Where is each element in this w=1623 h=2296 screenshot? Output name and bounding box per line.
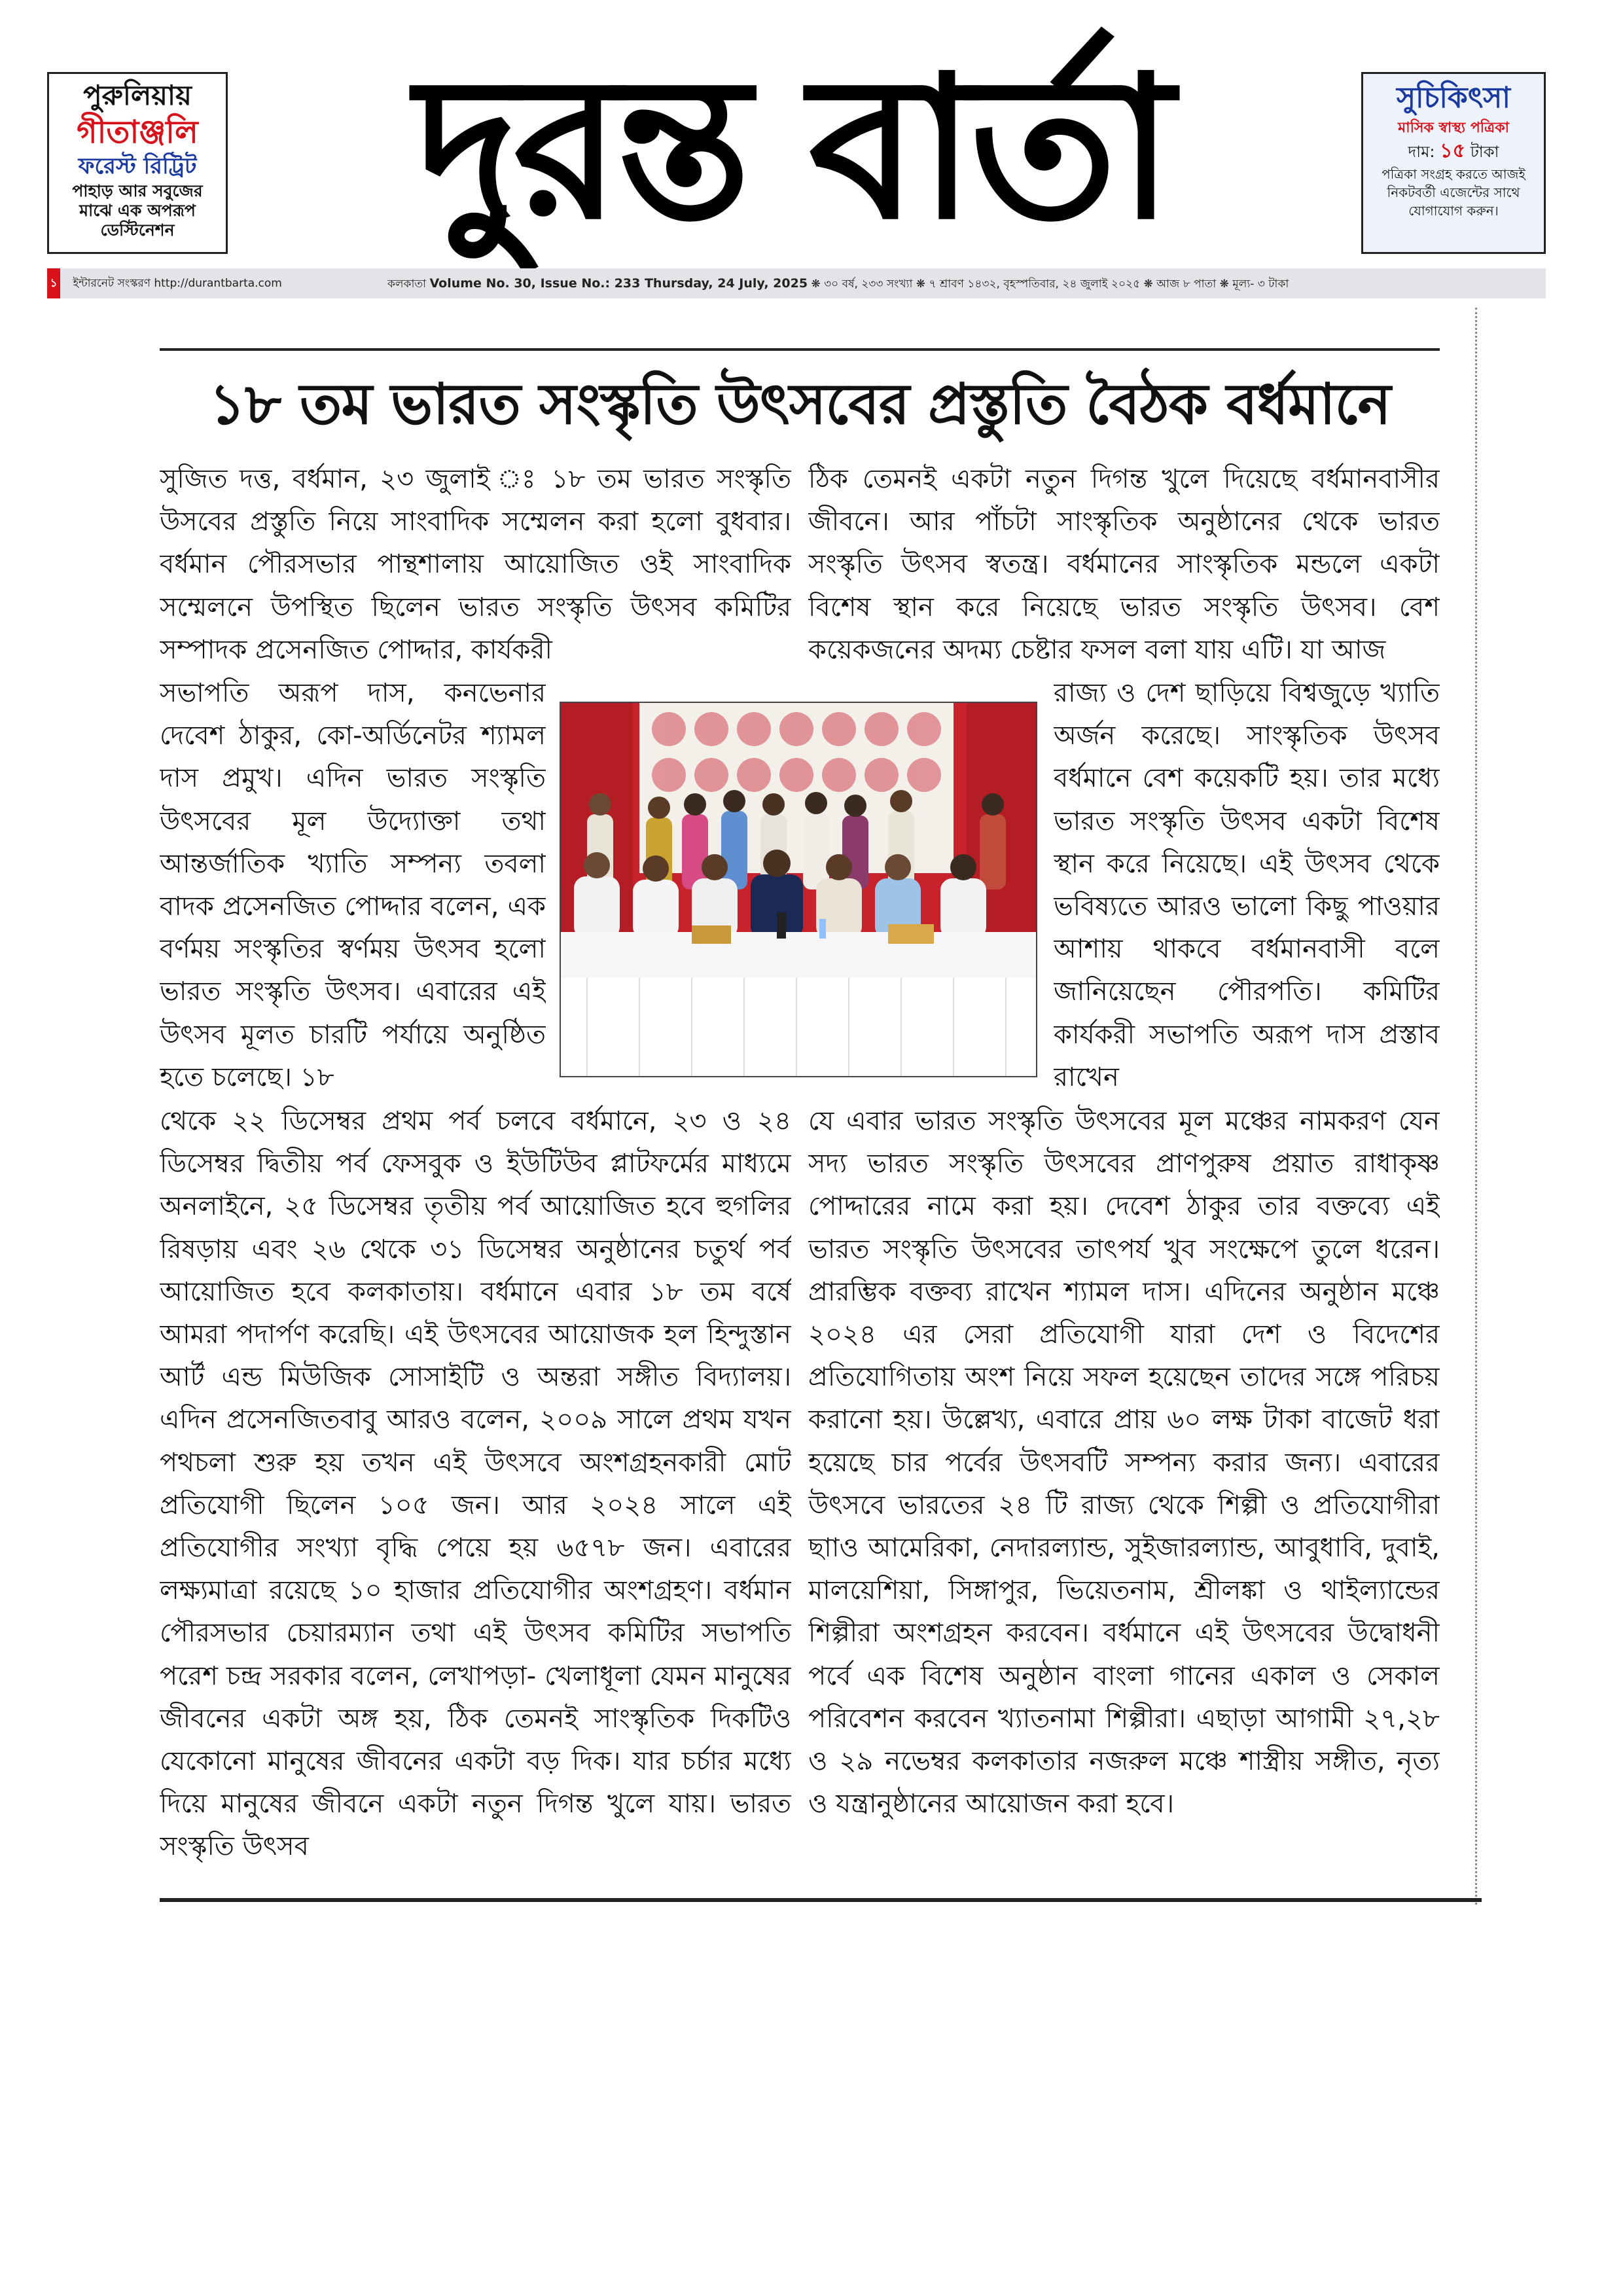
right-ear-advertisement: [1361, 72, 1546, 254]
col2-mid-paragraph: রাজ্য ও দেশ ছাড়িয়ে বিশ্বজুড়ে খ্যাতি অর্জন করেছে। সাংস্কৃতিক উৎসব বর্ধমানে বেশ কয়েকটি হয়। তার মধ্যে ভারত সংস্কৃতি উৎসব একটা বিশেষ স্থান করে নিয়েছে। এই উৎসব থেকে ভবিষ্যতে আরও ভালো কিছু পাওয়ার আশায় থাকবে বর্ধমানবাসী বলে জানিয়েছেন পৌরপতি। কমিটির কার্যকরী সভাপতি অরূপ দাস প্রস্তাব রাখেন: [1054, 678, 1440, 1092]
dateline-bar: [47, 268, 1546, 298]
left-ad-line1: পুরুলিয়ায়: [83, 79, 192, 111]
right-ad-line4: পত্রিকা সংগ্রহ করতে আজই নিকটবর্তী এজেন্টের সাথে যোগাযোগ করুন।: [1382, 166, 1525, 219]
article-top-rule: [160, 348, 1440, 351]
left-ad-line3: ফরেস্ট রিট্রিট: [78, 153, 197, 179]
col2-mid-text: [1054, 672, 1440, 1100]
right-ad-price-label: দাম:: [1408, 143, 1435, 161]
col1-mid-paragraph: সভাপতি অরূপ দাস, কনভেনার দেবেশ ঠাকুর, কো-অর্ডিনেটর শ্যামল দাস প্রমুখ। এদিন ভারত সংস্কৃতি উৎসবের মূল উদ্যোক্তা তথা আন্তর্জাতিক খ্যাতি সম্পন্য তবলা বাদক প্রসেনজিত পোদ্দার বলেন, এক বর্ণময় সংস্কৃতির স্বর্ণময় উৎসব হলো ভারত সংস্কৃতি উৎসব। এবারের এই উৎসব মূলত চারটি পর্যায়ে অনুষ্ঠিত হতে চলেছে। ১৮: [160, 678, 546, 1092]
issue-info: [387, 268, 1289, 298]
col2-top-paragraph: ঠিক তেমনই একটা নতুন দিগন্ত খুলে দিয়েছে বর্ধমানবাসীর জীবনে। আর পাঁচটা সাংস্কৃতিক অনুষ্ঠানের থেকে ভারত সংস্কৃতি উৎসব স্বতন্ত্র। বর্ধমানের সাংস্কৃতিক মন্ডলে একটা বিশেষ স্থান করে নিয়েছে ভারত সংস্কৃতি উৎসব। বেশ কয়েকজনের অদম্য চেষ্টার ফসল বলা যায় এটি। যা আজ: [808, 464, 1440, 665]
page-number: ১: [47, 268, 60, 298]
right-ad-price: [1363, 138, 1544, 165]
right-ad-line2: মাসিক স্বাস্থ্য পত্রিকা: [1397, 120, 1509, 136]
col1-top-paragraph: সুজিত দত্ত, বর্ধমান, ২৩ জুলাই ঃ ১৮ তম ভারত সংস্কৃতি উসবের প্রস্তুতি নিয়ে সাংবাদিক সম্মেলন করা হলো বুধবার। বর্ধমান পৌরসভার পান্থশালায় আয়োজিত ওই সাংবাদিক সম্মেলনে উপস্থিত ছিলেন ভারত সংস্কৃতি উৎসব কমিটির সম্পাদক প্রসেনজিত পোদ্দার, কার্যকরী: [160, 464, 791, 665]
left-ear-advertisement: [47, 72, 228, 254]
website-label: ইন্টারনেট সংস্করণ http://durantbarta.com: [73, 277, 282, 290]
dateline-issue: Volume No. 30, Issue No.: 233 Thursday, 24 July, 2025: [429, 276, 808, 291]
article-bottom-rule: [160, 1898, 1482, 1902]
col1-top-text: [160, 458, 791, 672]
col2-top-text: [808, 458, 1440, 672]
col1-bottom-paragraph: থেকে ২২ ডিসেম্বর প্রথম পর্ব চলবে বর্ধমানে, ২৩ ও ২৪ ডিসেম্বর দ্বিতীয় পর্ব ফেসবুক ও ইউটিউব প্লাটফর্মের মাধ্যমে অনলাইনে, ২৫ ডিসেম্বর তৃতীয় পর্ব আয়োজিত হবে হুগলির রিষড়ায় এবং ২৬ থেকে ৩১ ডিসেম্বর অনুষ্ঠানের চতুর্থ পর্ব আয়োজিত হবে কলকাতায়। বর্ধমানে এবার ১৮ তম বর্ষে আমরা পদার্পণ করেছি। এই উৎসবের আয়োজক হল হিন্দুস্তান আর্ট এন্ড মিউজিক সোসাইটি ও অন্তরা সঙ্গীত বিদ্যালয়। এদিন প্রসেনজিতবাবু আরও বলেন, ২০০৯ সালে প্রথম যখন পথচলা শুরু হয় তখন এই উৎসবে অংশগ্রহনকারী মোট প্রতিযোগী ছিলেন ১০৫ জন। আর ২০২৪ সালে এই প্রতিযোগীর সংখ্যা বৃদ্ধি পেয়ে হয় ৬৫৭৮ জন। এবারের লক্ষ্যমাত্রা রয়েছে ১০ হাজার প্রতিযোগীর অংশগ্রহণ। বর্ধমান পৌরসভার চেয়ারম্যান তথা এই উৎসব কমিটির সভাপতি পরেশ চন্দ্র সরকার বলেন, লেখাপড়া- খেলাধূলা যেমন মানুষের জীবনের একটা অঙ্গ হয়, ঠিক তেমনই সাংস্কৃতিক দিকটিও যেকোনো মানুষের জীবনের একটা বড় দিক। যার চর্চার মধ্যে দিয়ে মানুষের জীবনে একটা নতুন দিগন্ত খুলে যায়। ভারত সংস্কৃতি উৎসব: [160, 1106, 791, 1862]
dateline-city: কলকাতা: [387, 278, 427, 291]
left-ad-line4: পাহাড় আর সবুজের মাঝে এক অপরূপ ডেস্টিনেশন: [72, 181, 203, 240]
right-ad-line1: সুচিকিৎসা: [1396, 81, 1511, 115]
right-ad-price-unit: টাকা: [1470, 143, 1499, 161]
col2-bottom-paragraph: যে এবার ভারত সংস্কৃতি উৎসবের মূল মঞ্চের নামকরণ যেন সদ্য ভারত সংস্কৃতি উৎসবের প্রাণপুরুষ প্রয়াত রাধাকৃষ্ণ পোদ্দারের নামে করা হয়। দেবেশ ঠাকুর তার বক্তব্যে এই ভারত সংস্কৃতি উৎসবের তাৎপর্য খুব সংক্ষেপে তুলে ধরেন। প্রারম্ভিক বক্তব্য রাখেন শ্যামল দাস। এদিনের অনুষ্ঠান মঞ্চে ২০২৪ এর সেরা প্রতিযোগী যারা দেশ ও বিদেশের প্রতিযোগিতায় অংশ নিয়ে সফল হয়েছেন তাদের সঙ্গে পরিচয় করানো হয়। উল্লেখ্য, এবারে প্রায় ৬০ লক্ষ টাকা বাজেট ধরা হয়েছে চার পর্বের উৎসবটি সম্পন্য করার জন্য। এবারের উৎসবে ভারতের ২৪ টি রাজ্য থেকে শিল্পী ও প্রতিযোগীরা ছাাও আমেরিকা, নেদারল্যান্ড, সুইজারল্যান্ড, আবুধাবি, দুবাই, মালয়েশিয়া, সিঙ্গাপুর, ভিয়েতনাম, শ্রীলঙ্কা ও থাইল্যান্ডের শিল্পীরা অংশগ্রহন করবেন। বর্ধমানে এই উৎসবের উদ্বোধনী পর্বে এক বিশেষ অনুষ্ঠান বাংলা গানের একাল ও সেকাল পরিবেশন করবেন খ্যাতনামা শিল্পীরা। এছাড়া আগামী ২৭,২৮ ও ২৯ নভেম্বর কলকাতার নজরুল মঞ্চে শাস্ত্রীয় সঙ্গীত, নৃত্য ও যন্ত্রানুষ্ঠানের আয়োজন করা হবে।: [808, 1106, 1440, 1820]
newspaper-title: দুরন্ত বার্তা: [415, 31, 1169, 262]
article-headline: ১৮ তম ভারত সংস্কৃতি উৎসবের প্রস্তুতি বৈঠক বর্ধমানে: [209, 371, 1391, 437]
left-ad-line2: গীতাঞ্জলি: [77, 114, 198, 151]
right-ad-price-value: ১৫: [1440, 139, 1466, 162]
col2-bottom-text: [808, 1100, 1440, 1871]
col1-bottom-text: [160, 1100, 791, 1871]
dateline-bengali-info: ❋ ৩০ বর্ষ, ২৩৩ সংখ্যা ❋ ৭ শ্রাবণ ১৪৩২, বৃহস্পতিবার, ২৪ জুলাই ২০২৫ ❋ আজ ৮ পাতা ❋ মূল্য- ৩ টাকা: [811, 278, 1289, 291]
press-conference-photo: [560, 702, 1037, 1077]
page-edge-dotted-line: [1475, 308, 1477, 1905]
col1-mid-text: [160, 672, 546, 1100]
